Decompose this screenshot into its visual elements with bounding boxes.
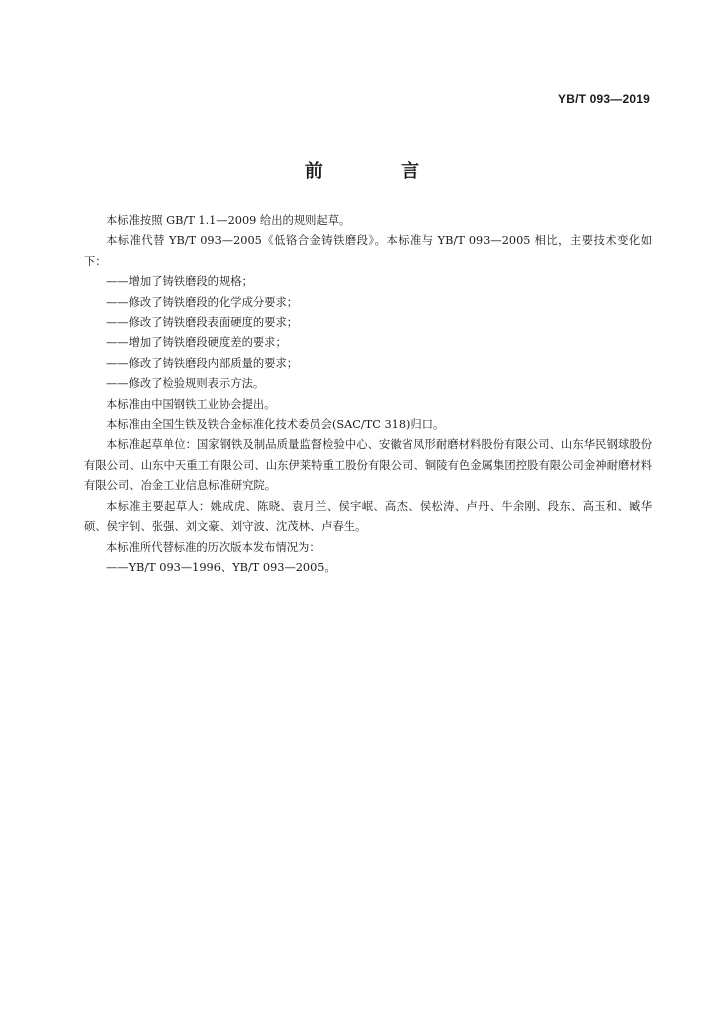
history-item: ——YB/T 093—1996、YB/T 093—2005。	[106, 560, 336, 574]
page-title: 前 言	[304, 161, 456, 182]
change-item: ——修改了检验规则表示方法。	[106, 377, 265, 391]
drafting-units-paragraph: 本标准起草单位：国家钢铁及制品质量监督检验中心、安徽省凤形耐磨材料股份有限公司、山东华民钢球股份有限公司、山东中天重工有限公司、山东伊莱特重工股份有限公司、铜陵有色金属集团控股有限公司金神耐磨材料有限公司、冶金工业信息标准研究院。	[84, 438, 652, 493]
change-item: ——增加了铸铁磨段的规格；	[106, 275, 253, 289]
change-item: ——修改了铸铁磨段内部质量的要求；	[106, 356, 299, 370]
drafting-rule-paragraph: 本标准按照 GB/T 1.1—2009 给出的规则起草。	[106, 214, 351, 227]
proposer-paragraph: 本标准由中国钢铁工业协会提出。	[106, 397, 276, 411]
drafters-paragraph: 本标准主要起草人：姚成虎、陈晓、袁月兰、侯宇岷、高杰、侯松涛、卢丹、牛余刚、段东、高玉和、臧华硕、侯宇钊、张强、刘文豪、刘守波、沈茂林、卢春生。	[84, 499, 652, 534]
foreword-body	[84, 211, 652, 578]
change-item: ——增加了铸铁磨段硬度差的要求；	[106, 336, 287, 350]
governing-committee-paragraph: 本标准由全国生铁及铁合金标准化技术委员会(SAC/TC 318)归口。	[106, 418, 445, 432]
replacement-paragraph: 本标准代替 YB/T 093—2005《低铬合金铸铁磨段》。本标准与 YB/T 093—2005 相比，主要技术变化如下：	[84, 234, 652, 268]
change-item: ——修改了铸铁磨段表面硬度的要求；	[106, 316, 299, 330]
history-intro-paragraph: 本标准所代替标准的历次版本发布情况为：	[106, 540, 321, 554]
standard-code: YB/T 093—2019	[558, 92, 650, 106]
change-item: ——修改了铸铁磨段的化学成分要求；	[106, 295, 299, 309]
